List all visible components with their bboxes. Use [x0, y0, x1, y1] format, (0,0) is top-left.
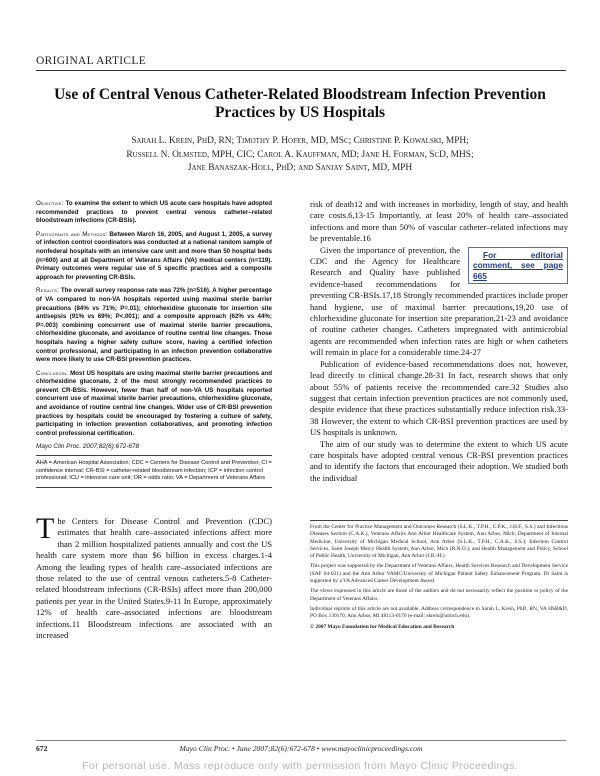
intro-paragraph-text: Given the importance of prevention, the CDC and the Agency for Healthcare Research and Quality have published evidence-based recommendations for preventing CR-BSIs.17,18 Strongly recommended practices include proper hand hygiene, use of maximal barrier precautions,19,20 use of chlorhexidine gluconate for insertion site preparation,21-23 and avoidance of routine catheter changes. Catheters impregnated with antimicrobial agents are recommended when infection rates are high or when catheters will remain in place for a considerable time.24-27 [310, 244, 568, 358]
abstract-objective [36, 200, 272, 226]
intro-text-right [310, 199, 568, 484]
disclaimer-text: The views expressed in this article are those of the authors and do not necessarily reflect the position or policy of the Department of Veterans Affairs. [310, 588, 568, 602]
correspondence-text: Individual reprints of this article are not available. Address correspondence to Sarah L. Krein, PhD, RN, VA HSR&D, PO Box 130170, Ann Arbor, MI 48113-0170 (e-mail: skrein@umich.edu). [310, 605, 568, 620]
intro-paragraph: he Centers for Disease Control and Prevention (CDC) estimates that health care–associated infections affect more than 2 million hospitalized patients annually and cost the US health care system more than $6 billion in excess charges.1-4 Among the leading types of health care–associated infections are those related to the use of central venous catheters.5-8 Catheter-related bloodstream infections (CR-BSIs) affect more than 200,000 patients per year in the United States.9-11 In Europe, approximately 12% of health care–associated infections are bloodstream infections.11 Bloodstream infections are associated with an increased [36, 516, 272, 641]
abstract-methods [36, 231, 272, 283]
abstract-text: Most US hospitals are using maximal sterile barrier precautions and chlorhexidine gluconate, 2 of the most strongly recommended practices to prevent CR-BSIs. However, fewer than half of non-VA US hospitals reported concurrent use of maximal sterile barrier precautions, chlorhexidine gluconate, and avoidance of routine central line changes. Wider use of CR-BSI prevention practices by hospitals could be encouraged by fostering a culture of safety, participating in infection prevention collaboratives, and promoting infection control professional certification. [36, 369, 272, 437]
copyright: © 2007 Mayo Foundation for Medical Education and Research [310, 623, 455, 630]
intro-text-left [36, 512, 272, 641]
section-divider [36, 70, 566, 71]
abstract-text: Between March 16, 2005, and August 1, 2005, a survey of infection control coordinators was conducted at a national random sample of nonfederal hospitals with an intensive care unit and more than 50 hospital beds (n=600) and at all Department of Veterans Affairs (VA) medical centers (n=119). Primary outcomes were regular use of 5 specific practices and a composite approach for preventing CR-BSIs. [36, 230, 272, 281]
abstract-results [36, 287, 272, 364]
abstract-label: Objective: [36, 200, 64, 207]
citation: Mayo Clin Proc. 2007;82(6):672-678 [36, 443, 140, 451]
author-line: Sarah L. Krein, PhD, RN; Timothy P. Hofer, MD, MSc; Christine P. Kowalski, MPH; [131, 136, 469, 146]
abstract-conclusion [36, 370, 272, 439]
footer-divider [36, 740, 566, 741]
affiliations [310, 520, 568, 634]
abstract [36, 200, 272, 452]
drop-cap: T [36, 512, 55, 545]
intro-paragraph: Publication of evidence-based recommendations does not, however, lead directly to clinical change.28-31 In fact, research shows that only about 55% of patients receive the recommended care.32 Studies also suggest that certain infection prevention practices are not commonly used, despite evidence that these practices substantially reduce infection risk.33-38 However, the extent to which CR-BSI prevention practices are used by US hospitals is unknown. [310, 358, 568, 438]
abbreviations-box: AHA = American Hospital Association; CDC = Centers for Disease Control and Prevention; CI = confidence interval; CR-BSI = catheter-related bloodstream infection; ICP = infection control professional; ICU = intensive care unit; OR = odds ratio; VA = Department of Veterans Affairs [36, 455, 272, 488]
affiliation-text: From the Center for Practice Management and Outcomes Research (S.L.K., T.P.H., C.P.K., J.H.F., S.S.) and Infectious Diseases Section (C.A.K.), Veterans Affairs Ann Arbor Healthcare System, Ann Arbor, Mich; Department of Internal Medicine, University of Michigan Medical School, Ann Arbor (S.L.K., T.P.H., C.A.K., S.S.); Infection Control Services, Saint Joseph Mercy Health System, Ann Arbor, Mich (R.N.O.); and Health Management and Policy, School of Public Health, University of Michigan, Ann Arbor (J.B.-H.). [310, 524, 568, 560]
abstract-label: Participants and Methods: [36, 230, 108, 238]
author-line: Jane Banaszak-Holl, PhD; and Sanjay Saint, MD, MPH [187, 163, 413, 173]
article-title: Use of Central Venous Catheter-Related Bloodstream Infection Prevention Practices by US Hospitals [54, 86, 546, 121]
funding-text: This project was supported by the Department of Veterans Affairs, Health Services Research and Development Service (SAF 04-031) and the Ann Arbor VAMC/University of Michigan Patient Safety Enhancement Program. Dr Saint is supported by a VA Advanced Career Development Award. [310, 563, 568, 585]
watermark: For personal use. Mass reproduce only with permission from Mayo Clinic Proceedings. [82, 760, 518, 772]
abstract-label: Results: [36, 287, 60, 295]
intro-paragraph: The aim of our study was to determine the extent to which US acute care hospitals have adopted central venous CR-BSI prevention practices and to identify the factors that encouraged their adoption. We studied both the individual [310, 438, 568, 483]
abstract-text: To examine the extent to which US acute care hospitals have adopted recommended practices to prevent central venous catheter–related bloodstream infections (CR-BSIs). [36, 200, 272, 225]
journal-line: Mayo Clin Proc. • June 2007;82(6):672-678 • www.mayoclinicproceedings.com [179, 744, 423, 753]
intro-paragraph: risk of death12 and with increases in morbidity, length of stay, and health care costs.6,13-15 Importantly, at least 20% of health care–associated infections and more than 50% of vascular catheter–related infections may be preventable.16 [310, 199, 568, 244]
intro-paragraph [310, 245, 568, 359]
section-label: ORIGINAL ARTICLE [36, 55, 147, 67]
author-line: Russell N. Olmsted, MPH, CIC; Carol A. Kauffman, MD; Jane H. Forman, ScD, MHS; [126, 149, 474, 160]
abstract-label: Conclusion: [36, 369, 69, 377]
page-number: 672 [36, 744, 48, 753]
abstract-text: The overall survey response rate was 72% (n=516). A higher percentage of VA compared to non-VA hospitals reported using maximal sterile barrier precautions (84% vs 71%; P=.01); chlorhexidine gluconate for insertion site antisepsis (91% vs 69%; P<.001); and a composite approach (62% vs 44%; P=.003) combining concurrent use of maximal sterile barrier precautions, chlorhexidine gluconate, and avoidance of routine central line changes. Those hospitals having a higher safety culture score, having a certified infection control professional, and participating in an infection prevention collaborative were more likely to use CR-BSI prevention practices. [36, 287, 272, 364]
author-list [40, 135, 560, 176]
editorial-comment-link[interactable]: For editorial comment, see page 665 [468, 247, 568, 285]
